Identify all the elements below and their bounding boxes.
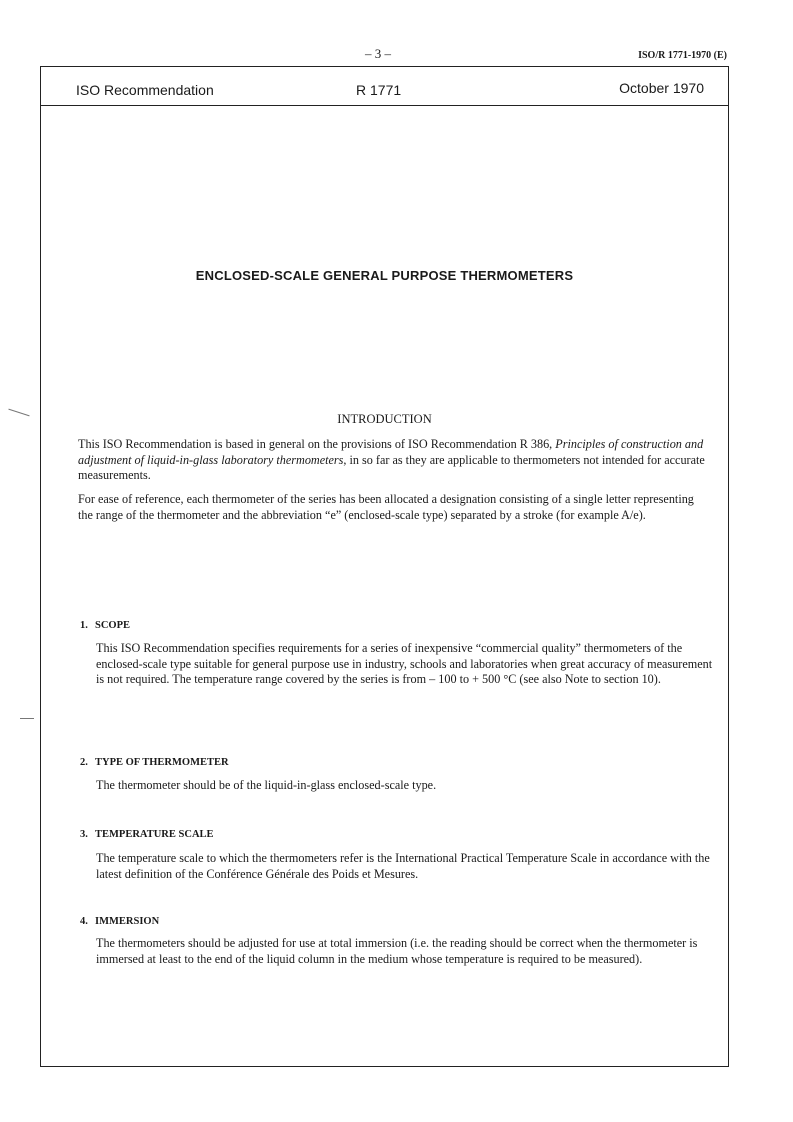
header-recommendation-number: R 1771 xyxy=(356,82,402,98)
section-body-scope: This ISO Recommendation specifies requirements for a series of inexpensive “commercial quality” thermometers of the enclosed-scale type suitable for general purpose use in industry, schools and laboratories when great accuracy of measurement is not required. The temperature range covered by the series is from – 100 to + 500 °C (see also Note to section 10). xyxy=(96,641,713,686)
margin-mark xyxy=(8,409,29,417)
document-title: ENCLOSED-SCALE GENERAL PURPOSE THERMOMETERS xyxy=(195,268,574,283)
page-number: – 3 – xyxy=(365,46,391,61)
section-title: TEMPERATURE SCALE xyxy=(95,829,214,840)
section-heading-temperature-scale xyxy=(80,829,214,840)
section-number: 4. xyxy=(80,916,88,927)
section-body-immersion: The thermometers should be adjusted for use at total immersion (i.e. the reading should be correct when the thermometer is immersed at least to the end of the liquid column in the medium whose temperature is required to be measured). xyxy=(96,936,698,966)
introduction-heading: INTRODUCTION xyxy=(337,412,432,426)
header-bar xyxy=(41,67,728,106)
section-title: SCOPE xyxy=(95,620,131,631)
section-body-type: The thermometer should be of the liquid-in-glass enclosed-scale type. xyxy=(96,778,437,792)
section-body-temperature-scale: The temperature scale to which the thermometers refer is the International Practical Temperature Scale in accordance with the latest definition of the Conférence Générale des Poids et Mesures. xyxy=(96,851,710,881)
section-heading-scope xyxy=(80,620,130,631)
page-frame xyxy=(40,66,729,1067)
introduction-paragraph-1: This ISO Recommendation is based in general on the provisions of ISO Recommendation R 386, Principles of construction and adjustment of liquid-in-glass laboratory thermometers, in so far as they are applicable to thermometers not intended for accurate measurements. xyxy=(78,437,705,482)
margin-mark xyxy=(20,718,34,719)
section-number: 2. xyxy=(80,757,88,768)
section-heading-immersion xyxy=(80,916,159,927)
header-date: October 1970 xyxy=(619,80,704,96)
section-title: TYPE OF THERMOMETER xyxy=(95,757,229,768)
referenced-standard-title: Principles of construction and adjustment of liquid-in-glass laboratory thermometers xyxy=(78,437,704,467)
section-number: 1. xyxy=(80,620,88,631)
section-number: 3. xyxy=(80,829,88,840)
section-title: IMMERSION xyxy=(95,916,160,927)
section-heading-type xyxy=(80,757,229,768)
document-reference: ISO/R 1771-1970 (E) xyxy=(638,50,727,61)
introduction-paragraph-2: For ease of reference, each thermometer of the series has been allocated a designation consisting of a single letter representing the range of the thermometer and the abbreviation “e” (enclosed-scale type) separated by a stroke (for example A/e). xyxy=(78,492,694,522)
header-org: ISO Recommendation xyxy=(76,82,214,98)
